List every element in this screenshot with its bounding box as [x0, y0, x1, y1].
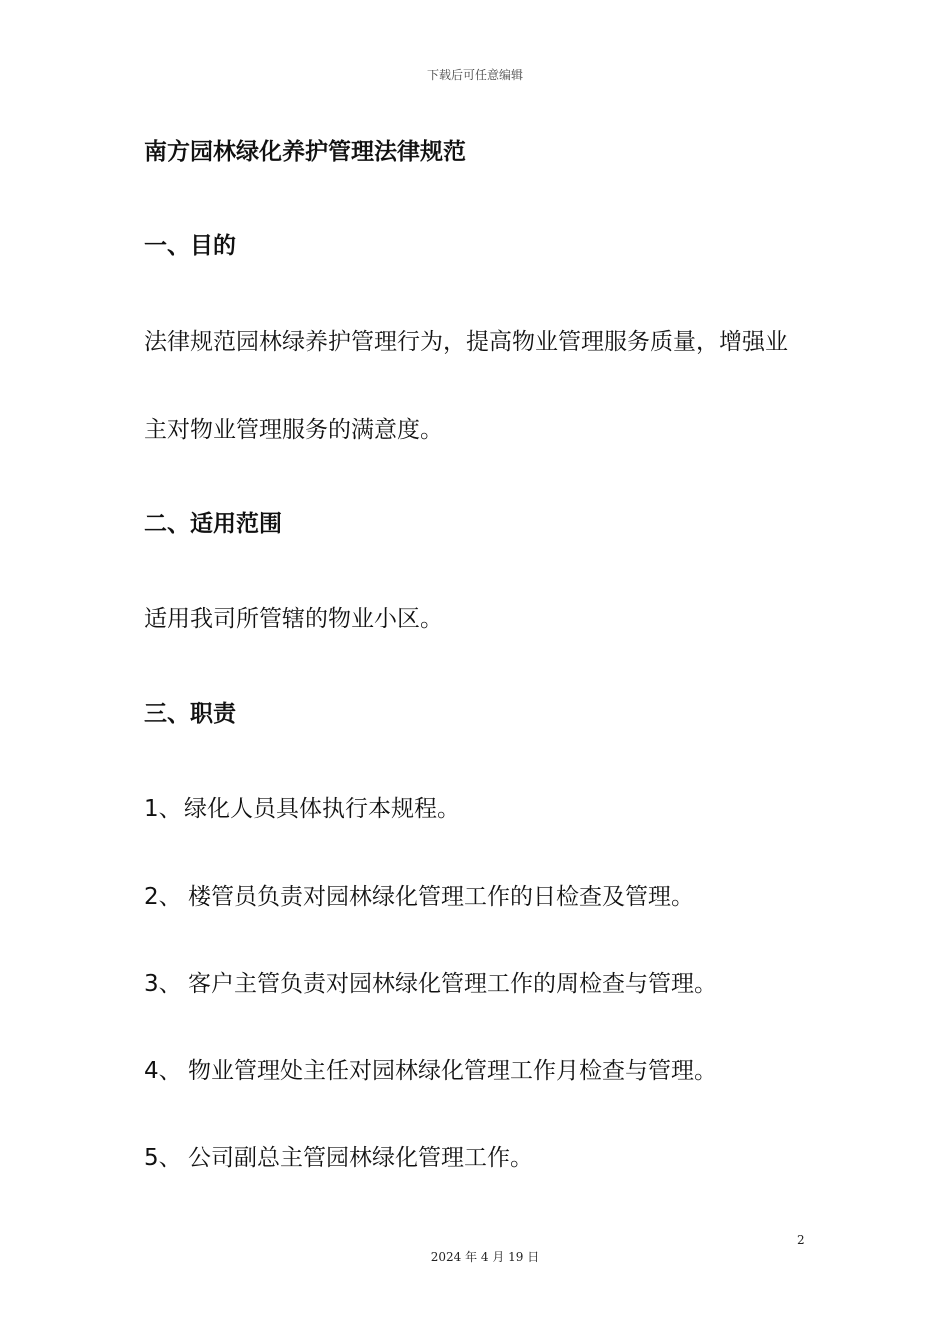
- page-number: 2: [797, 1233, 805, 1247]
- list-item-text: 物业管理处主任对园林绿化管理工作月检查与管理。: [188, 1058, 717, 1084]
- list-item-number: 3、: [144, 971, 182, 997]
- document-title: 南方园林绿化养护管理法律规范: [144, 139, 466, 165]
- list-item: [144, 968, 717, 1000]
- header-note: 下载后可任意编辑: [426, 68, 523, 82]
- list-item-number: 1、: [144, 796, 182, 822]
- list-item-text: 楼管员负责对园林绿化管理工作的日检查及管理。: [188, 884, 694, 910]
- list-item-text: 公司副总主管园林绿化管理工作。: [188, 1145, 533, 1171]
- section-heading-responsibilities: 三、职责: [144, 701, 236, 727]
- purpose-text-line-1: 法律规范园林绿养护管理行为，提高物业管理服务质量，增强业: [144, 329, 788, 355]
- section-heading-scope: 二、适用范围: [144, 511, 282, 537]
- list-item: [144, 1142, 533, 1174]
- footer-date: 2024 年 4 月 19 日: [430, 1250, 540, 1264]
- list-item-number: 5、: [144, 1145, 182, 1171]
- scope-text: 适用我司所管辖的物业小区。: [144, 606, 443, 632]
- purpose-text-line-2: 主对物业管理服务的满意度。: [144, 417, 443, 443]
- list-item-number: 2、: [144, 884, 182, 910]
- list-item: [144, 881, 694, 913]
- section-heading-purpose: 一、目的: [144, 233, 236, 259]
- list-item-text: 绿化人员具体执行本规程。: [184, 796, 460, 822]
- list-item-text: 客户主管负责对园林绿化管理工作的周检查与管理。: [188, 971, 717, 997]
- list-item: [144, 793, 460, 825]
- list-item: [144, 1055, 717, 1087]
- list-item-number: 4、: [144, 1058, 182, 1084]
